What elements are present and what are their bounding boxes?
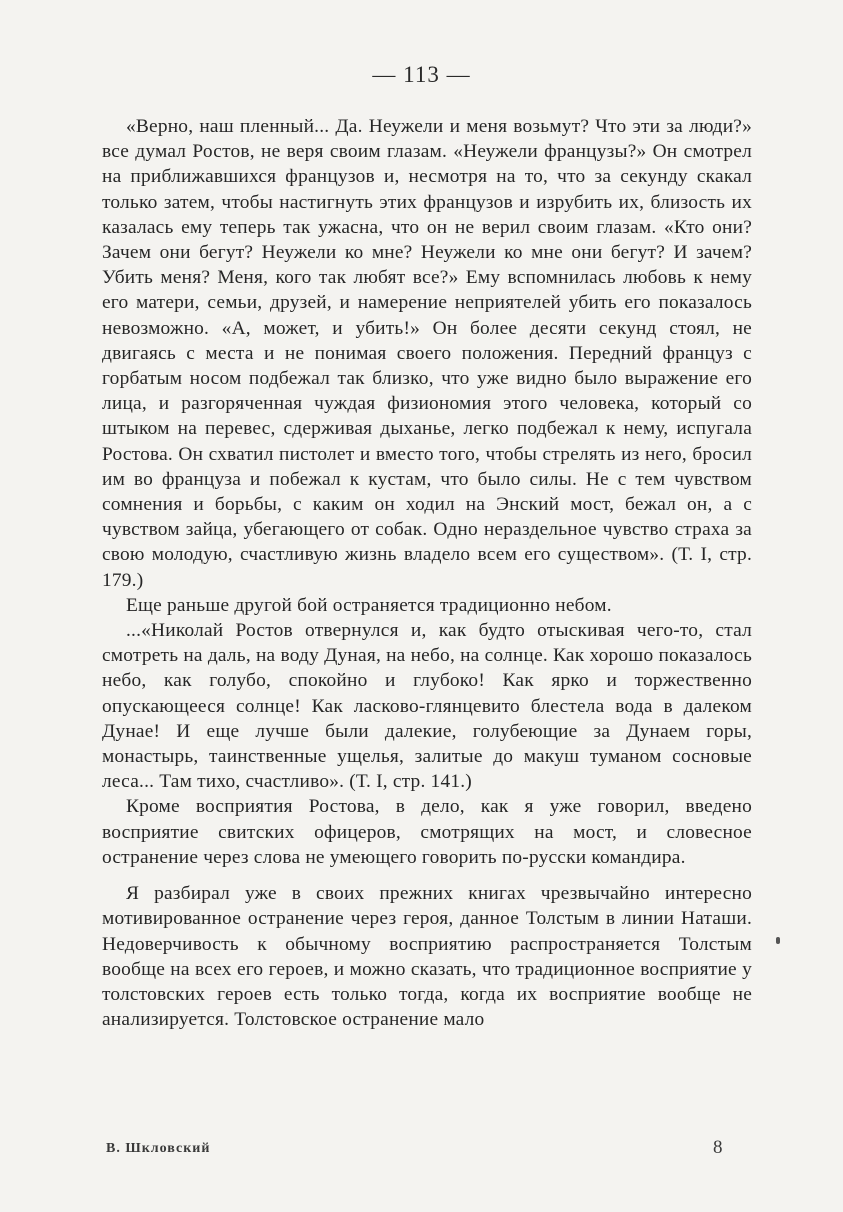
page-number: — 113 — (372, 62, 471, 87)
footer-author: В. Шкловский (106, 1141, 211, 1156)
paragraph-gap (102, 870, 752, 881)
signature-mark: 8 (713, 1137, 723, 1158)
paragraph-2: Еще раньше другой бой остраняется традиционно небом. (126, 594, 612, 616)
body-text (102, 114, 752, 1032)
margin-mark (776, 937, 780, 944)
paragraph-5: Я разбирал уже в своих прежних книгах чрезвычайно интересно мотивированное остранение через героя, данное Толстым в линии Наташи. Недоверчивость к обычному восприятию распространяется Толстым вообще на всех его героев, и можно сказать, что традиционное восприятие у толстовских героев есть только тогда, когда их восприятие вообще не анализируется. Толстовское остранение мало (102, 883, 752, 1031)
paragraph-1: «Верно, наш пленный... Да. Неужели и меня возьмут? Что эти за люди?» все думал Ростов, не веря своим глазам. «Неужели французы?» Он смотрел на приближавшихся французов и, несмотря на то, что за секунду скакал только затем, чтобы настигнуть этих французов и изрубить их, близость их казалась ему теперь так ужасна, что он не верил своим глазам. «Кто они? Зачем они бегут? Неужели ко мне? Неужели ко мне они бегут? И зачем? Убить меня? Меня, кого так любят все?» Ему вспомнилась любовь к нему его матери, семьи, друзей, и намерение неприятелей убить его показалось невозможно. «А, может, и убить!» Он более десяти секунд стоял, не двигаясь с места и не понимая своего положения. Передний француз с горбатым носом подбежал так близко, что уже видно было выражение его лица, и разгоряченная чуждая физиономия этого человека, который со штыком на перевес, сдерживая дыханье, легко подбежал к нему, испугала Ростова. Он схватил пистолет и вместо того, чтобы стрелять из него, бросил им во француза и побежал к кустам, что было силы. Не с тем чувством сомнения и борьбы, с каким он ходил на Энский мост, бежал он, а с чувством зайца, убегающего от собак. Одно нераздельное чувство страха за свою молодую, счастливую жизнь владело всем его существом». (Т. I, стр. 179.) (102, 116, 752, 591)
paragraph-3: ...«Николай Ростов отвернулся и, как будто отыскивая чего-то, стал смотреть на даль, на воду Дуная, на небо, на солнце. Как хорошо показалось небо, как голубо, спокойно и глубоко! Как ярко и торжественно опускающееся солнце! Как ласково-глянцевито блестела вода в далеком Дунае! И еще лучше были далекие, голубеющие за Дунаем горы, монастырь, таинственные ущелья, залитые до макуш туманом сосновые леса... Там тихо, счастливо». (Т. I, стр. 141.) (102, 620, 752, 793)
paragraph-4: Кроме восприятия Ростова, в дело, как я уже говорил, введено восприятие свитских офицеров, смотрящих на мост, и словесное остранение через слова не умеющего говорить по-русски командира. (102, 796, 752, 868)
